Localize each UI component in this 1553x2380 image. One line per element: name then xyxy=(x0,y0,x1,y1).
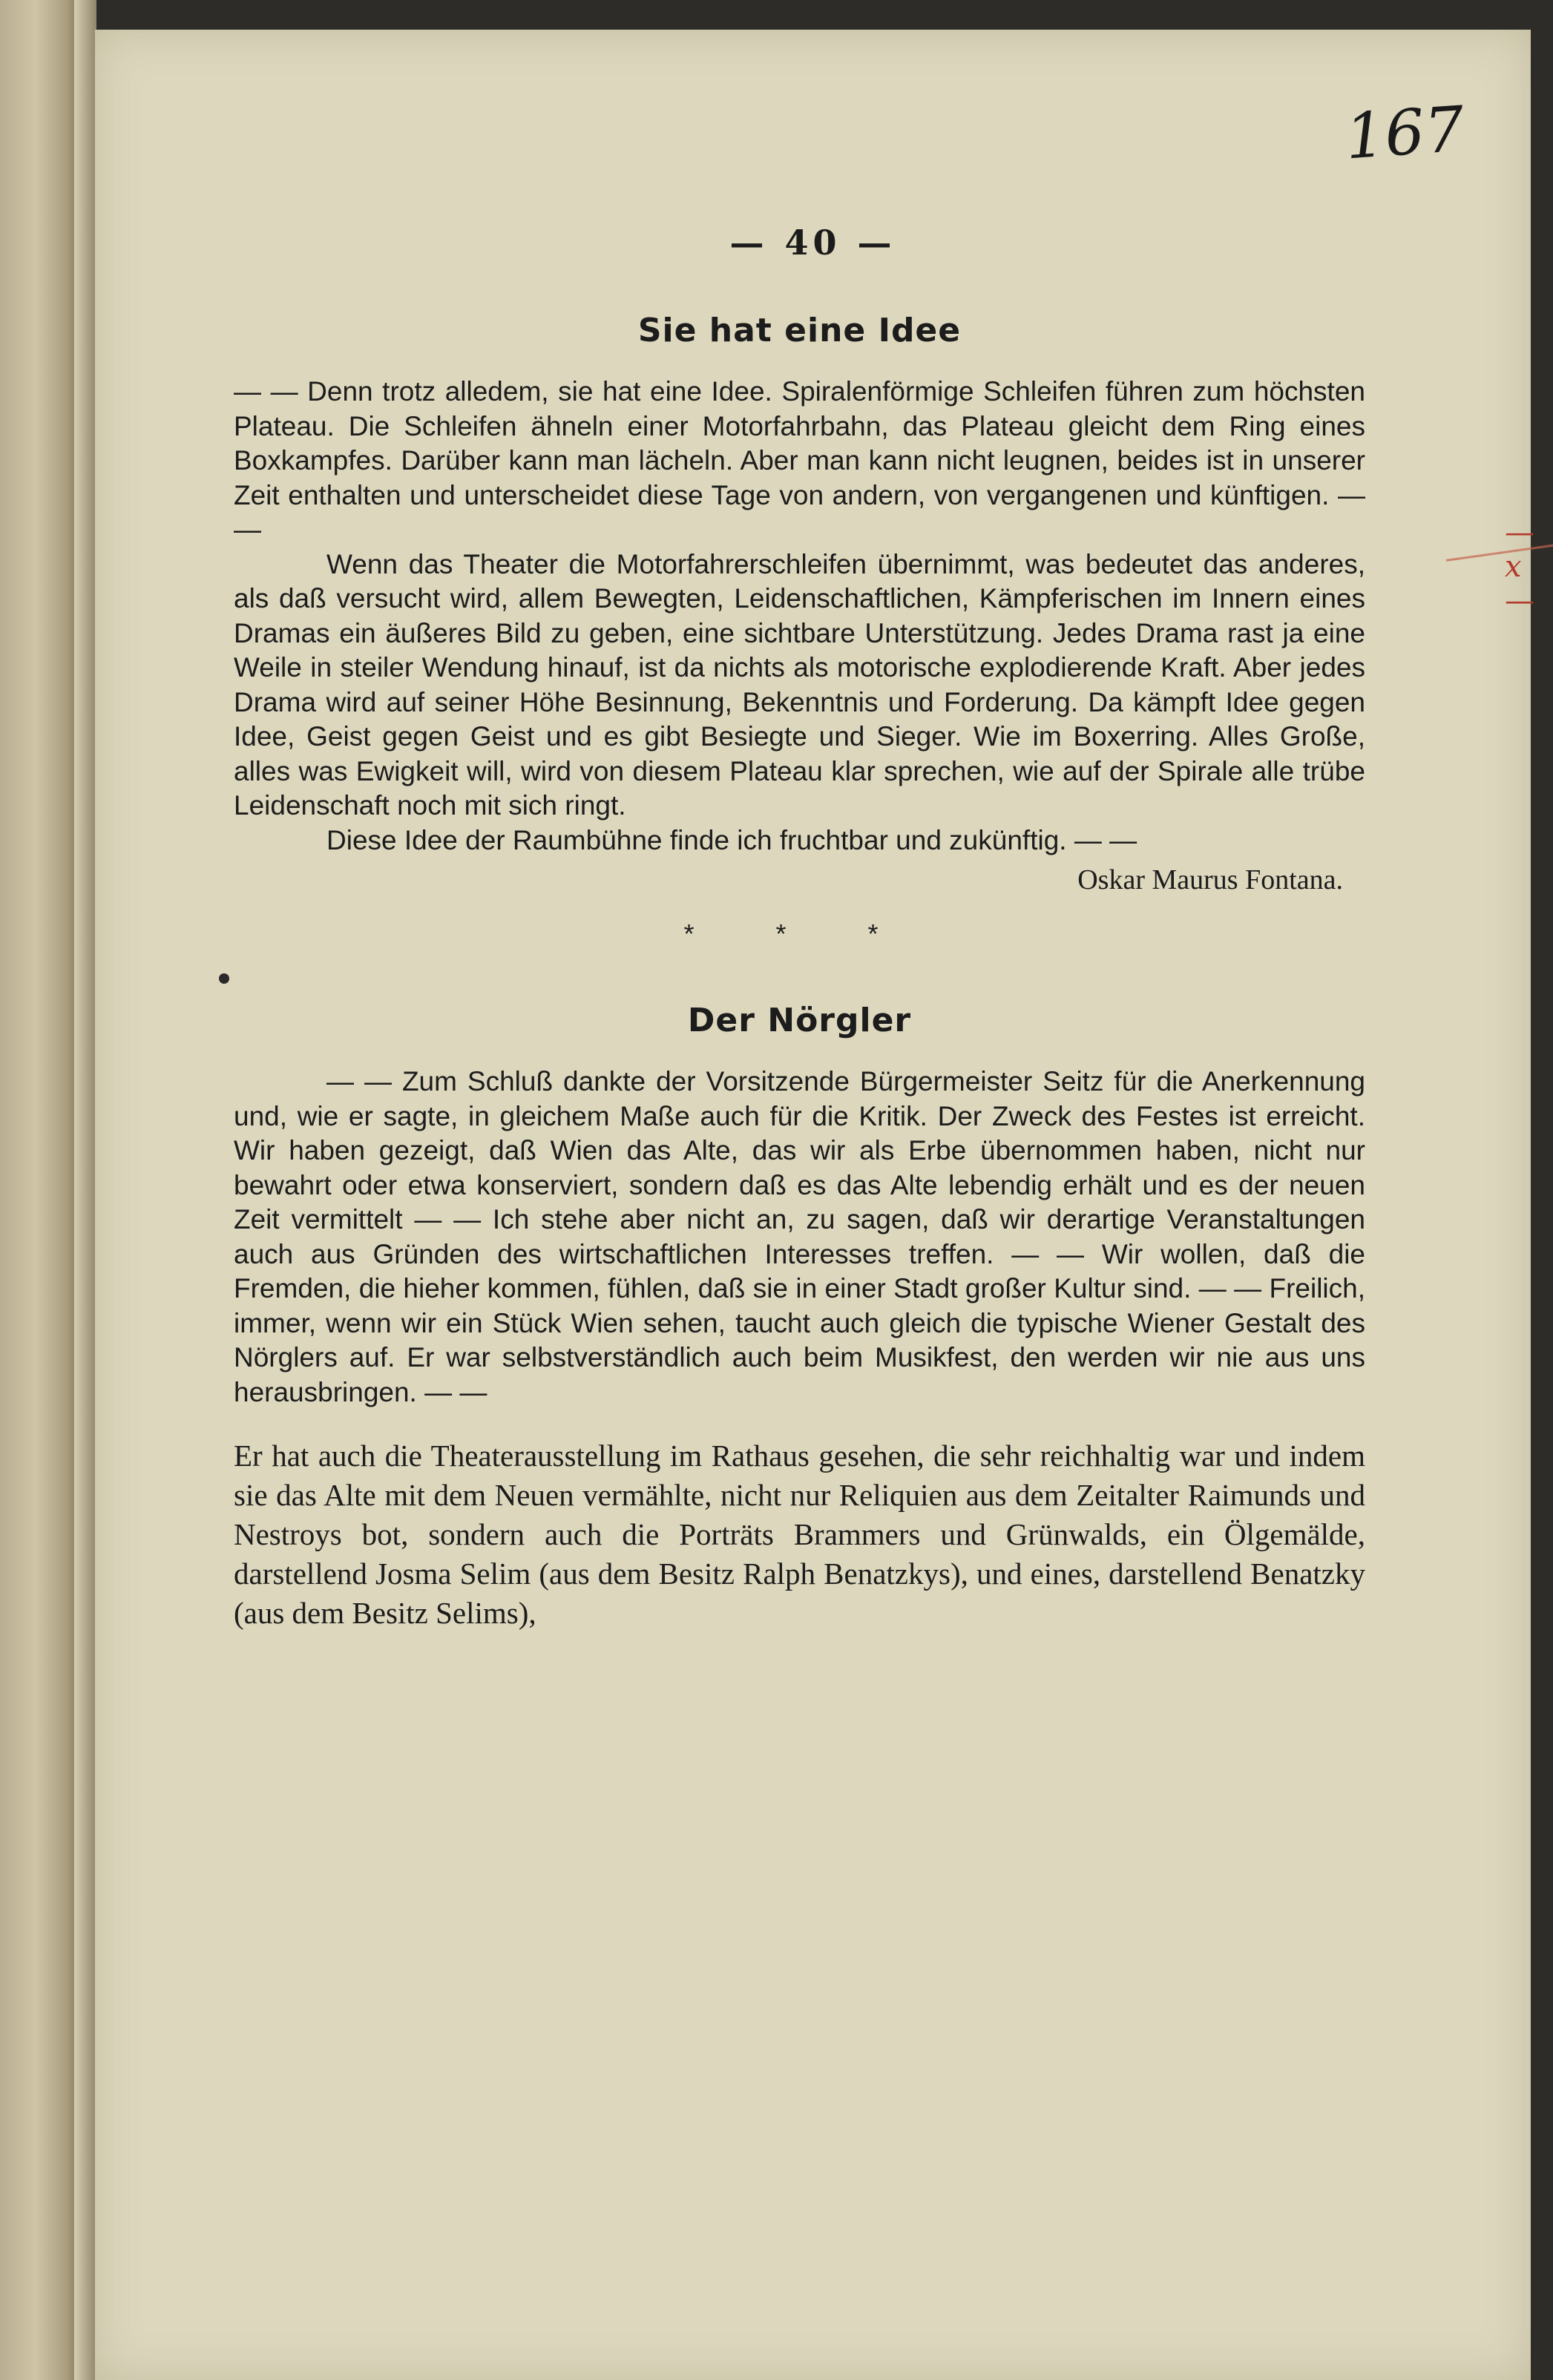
article-sie-hat-eine-idee xyxy=(234,312,1365,896)
article-der-noergler xyxy=(234,1002,1365,1633)
margin-annotation: — x — xyxy=(1505,516,1534,618)
article-paragraph: Diese Idee der Raumbühne finde ich fruchtbar und zukünftig. — — xyxy=(326,824,1137,855)
article-paragraph: Wenn das Theater die Motorfahrerschleifen übernimmt, was bedeutet das anderes, als daß versucht wird, allem Bewegten, Leidenschaftlichen, Kämpferischen im Innern eines Dramas ein äußeres Bild zu geben, eine sichtbare Unterstützung. Jedes Drama rast ja eine Weile in steiler Wendung hinauf, ist da nichts als motorische explodierende Kraft. Aber jedes Drama wird auf seiner Höhe Besinnung, Bekenntnis und Forderung. Da kämpft Idee gegen Idee, Geist gegen Geist und es gibt Besiegte und Sieger. Wie im Boxerring. Alles Große, alles was Ewigkeit will, wird von diesem Plateau klar sprechen, wie auf der Spirale alle trübe Leidenschaft noch mit sich ringt. xyxy=(234,548,1365,821)
article-headline: Der Nörgler xyxy=(687,1002,912,1039)
pencil-annotation-line xyxy=(1446,539,1553,562)
article-paragraph: — — Denn trotz alledem, sie hat eine Idee. Spiralenförmige Schleifen führen zum höchsten Plateau. Die Schleifen ähneln einer Motorfahrbahn, das Plateau gleicht dem Ring eines Boxkampfes. Darüber kann man lächeln. Aber man kann nicht leugnen, beides ist in unserer Zeit enthalten und unterscheidet diese Tage von andern, von vergangenen und künftigen. — — xyxy=(234,376,1365,545)
printed-page-number: — 40 — xyxy=(729,223,896,263)
section-separator: * * * xyxy=(683,918,916,949)
ink-dot xyxy=(219,973,229,984)
article-column xyxy=(234,312,1365,1633)
article-closing-paragraph: Er hat auch die Theaterausstellung im Rathaus gesehen, die sehr reichhaltig war und indem sie das Alte mit dem Neuen vermählte, nicht nur Reliquien aus dem Zeitalter Raimunds und Nestroys bot, sondern auch die Porträts Brammers und Grünwalds, ein Ölgemälde, darstellend Josma Selim (aus dem Besitz Ralph Benatzkys), und eines, darstellend Benatzky (aus dem Besitz Selims), xyxy=(234,1439,1365,1630)
article-author: Oskar Maurus Fontana. xyxy=(1077,864,1343,895)
article-headline: Sie hat eine Idee xyxy=(637,312,962,349)
book-spine-edge xyxy=(74,0,96,2380)
article-paragraph: — — Zum Schluß dankte der Vorsitzende Bürgermeister Seitz für die Anerkennung und, wie er sagte, in gleichem Maße auch für die Kritik. Der Zweck des Festes ist erreicht. Wir haben gezeigt, daß Wien das Alte, das wir als Erbe übernommen haben, nicht nur bewahrt oder etwa konserviert, sondern daß es das Alte lebendig erhält und es der neuen Zeit vermittelt — — Ich stehe aber nicht an, zu sagen, daß wir derartige Veranstaltungen auch aus Gründen des wirtschaftlichen Interesses treffen. — — Wir wollen, daß die Fremden, die hieher kommen, fühlen, daß sie in einer Stadt großer Kultur sind. — — Freilich, immer, wenn wir ein Stück Wien sehen, taucht auch gleich die typische Wiener Gestalt des Nörglers auf. Er war selbstverständlich auch beim Musikfest, den werden wir nie aus uns herausbringen. — — xyxy=(234,1066,1365,1407)
handwritten-folio-number: 167 xyxy=(1342,92,1467,174)
